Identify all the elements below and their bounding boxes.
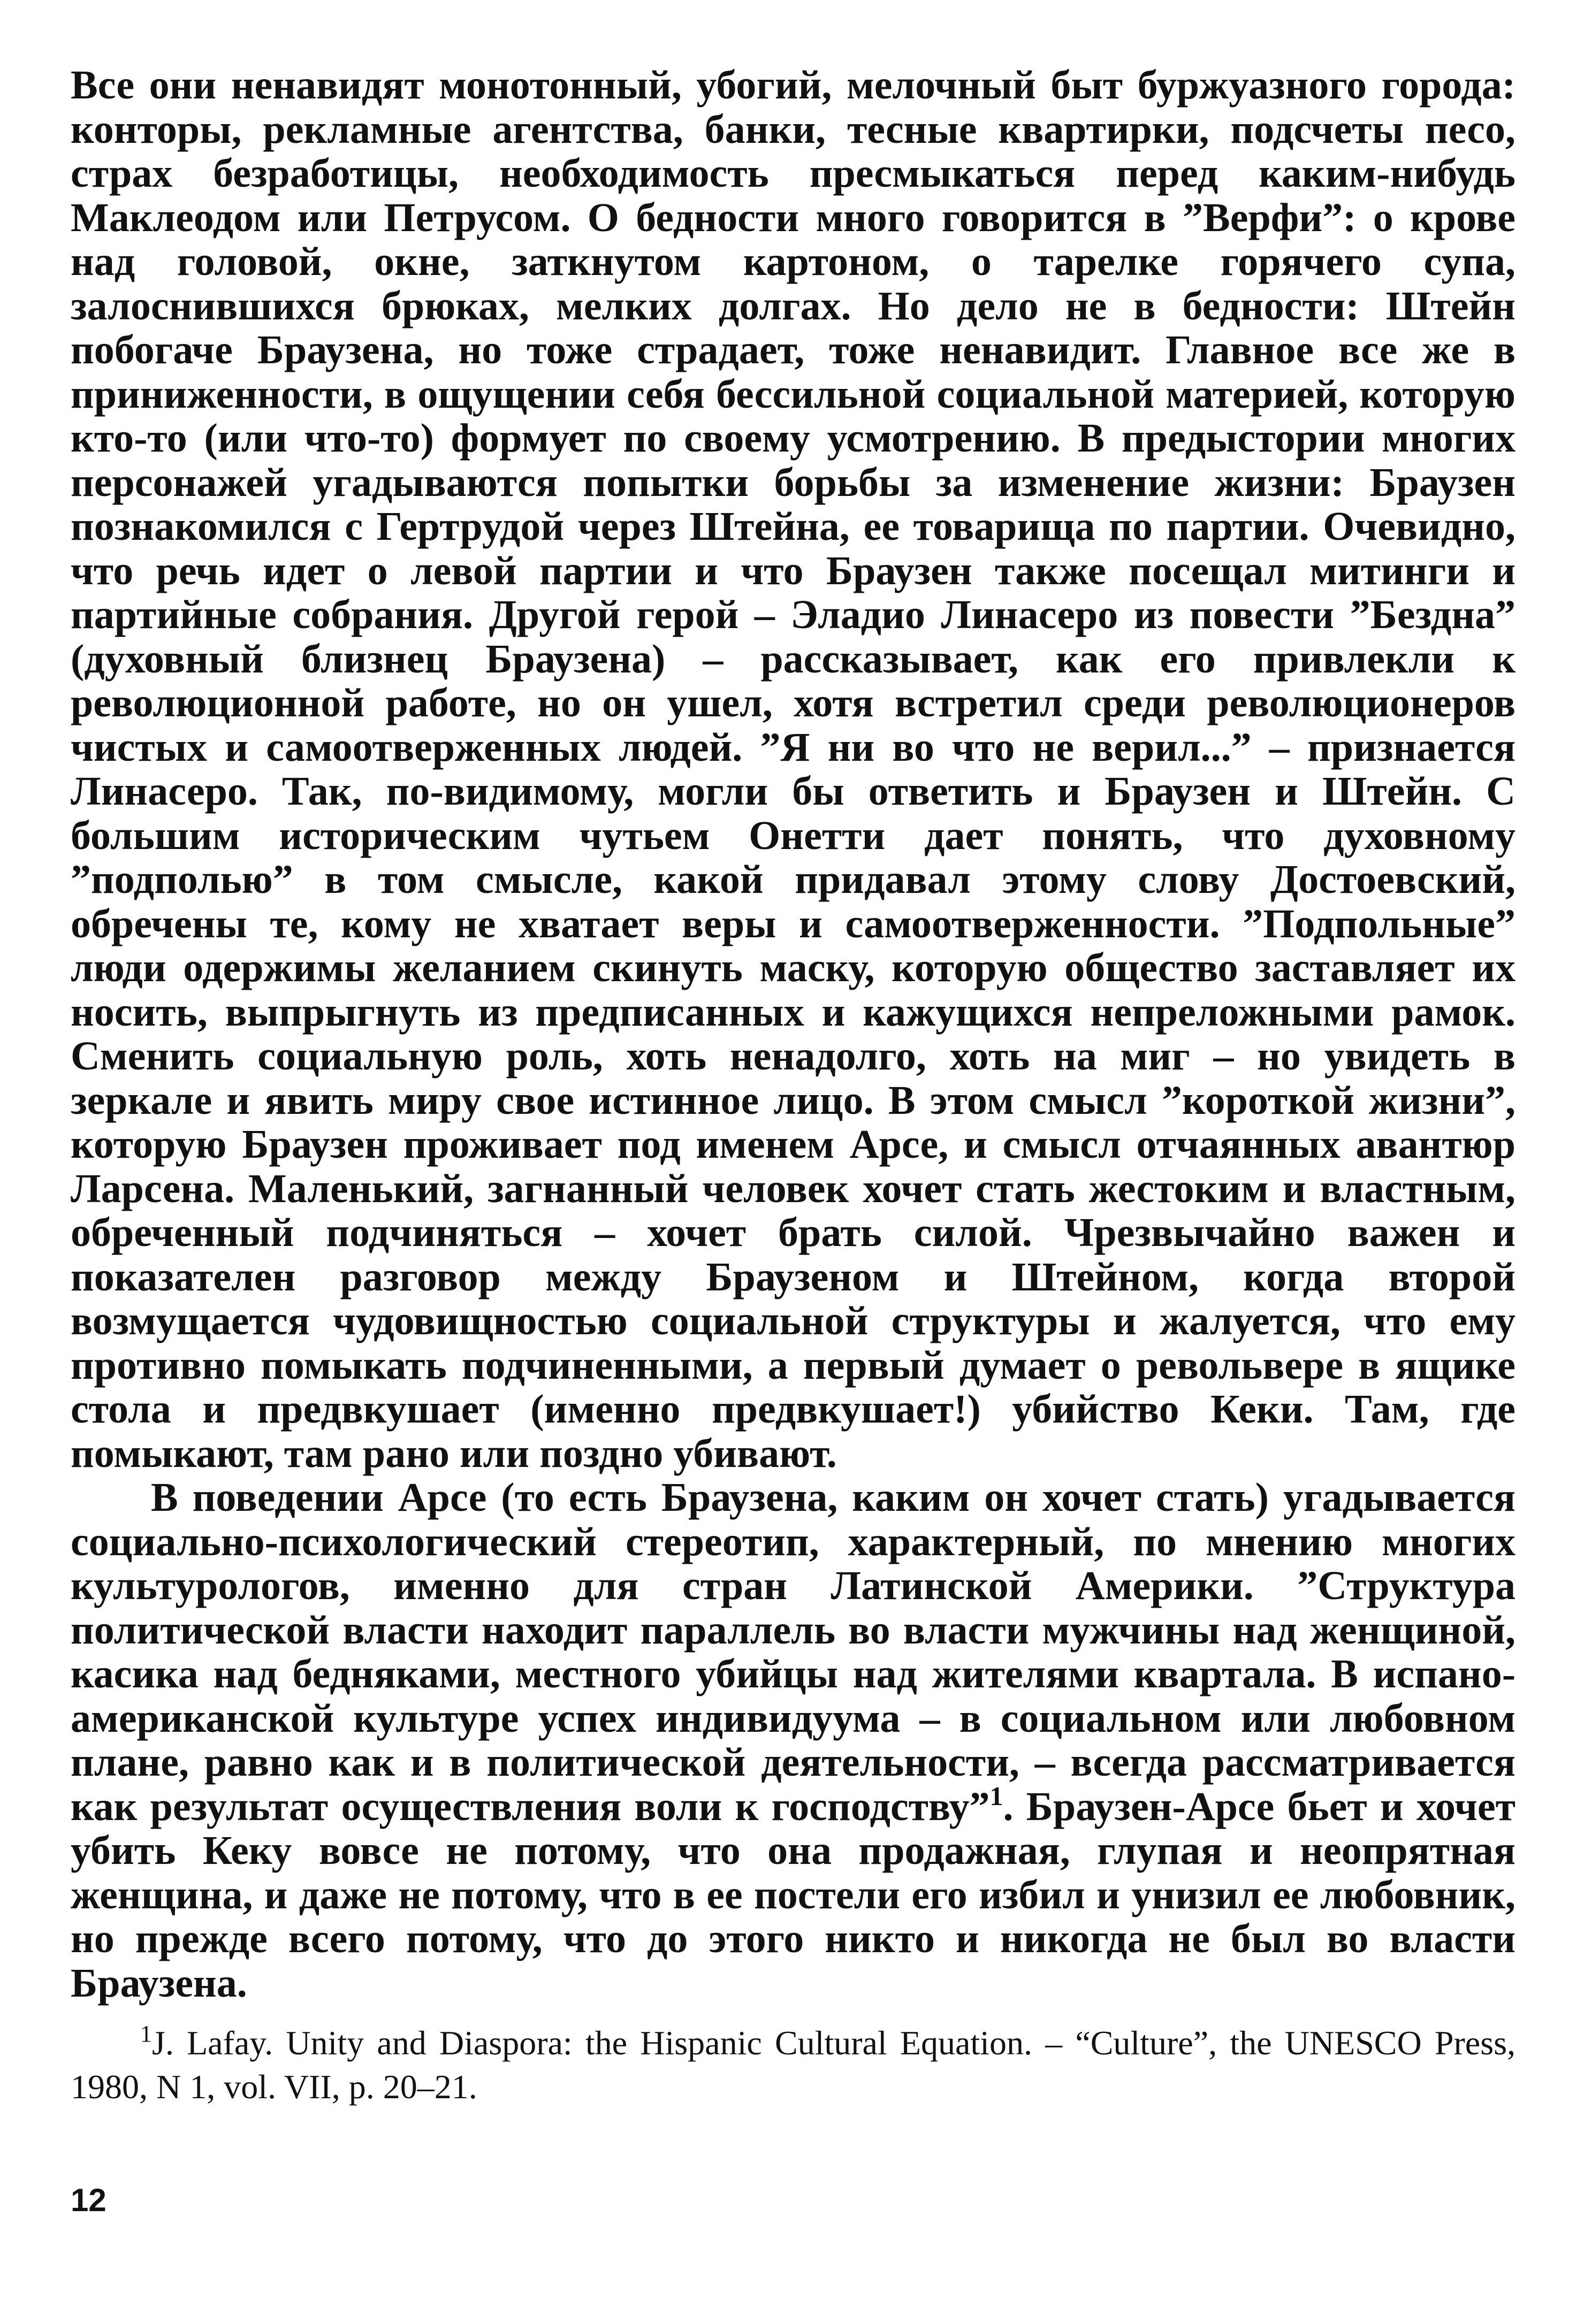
footnote-text: J. Lafay. Unity and Diaspora: the Hispanic Cultural Equation. – “Culture”, the UNESCO Press, 1980, N 1, vol. VII, p. 20–21.	[71, 2024, 1516, 2106]
paragraph-2	[71, 1476, 1516, 2005]
paragraph-2-text-end: . Браузен-Арсе бьет и хочет убить Кеку вовсе не потому, что она продажная, глупая и неопрятная женщина, и даже не потому, что в ее постели его избил и унизил ее любовник, но прежде всего потому, что до этого никто и никогда не был во власти Браузена.	[71, 1784, 1516, 2006]
footnote	[71, 2021, 1516, 2109]
page-number: 12	[71, 2182, 106, 2218]
paragraph-1: Все они ненавидят монотонный, убогий, мелочный быт буржуазного города: конторы, рекламные агентства, банки, тесные квартирки, подсчеты песо, страх безработицы, необходимость пресмыкаться перед каким-нибудь Маклеодом или Петрусом. О бедности много говорится в ”Верфи”: о крове над головой, окне, заткнутом картоном, о тарелке горячего супа, залоснившихся брюках, мелких долгах. Но дело не в бедности: Штейн побогаче Браузена, но тоже страдает, тоже ненавидит. Главное все же в приниженности, в ощущении себя бессильной социальной материей, которую кто-то (или что-то) формует по своему усмотрению. В предыстории многих персонажей угадываются попытки борьбы за изменение жизни: Браузен познакомился с Гертрудой через Штейна, ее товарища по партии. Очевидно, что речь идет о левой партии и что Браузен также посещал митинги и партийные собрания. Другой герой – Эладио Линасеро из повести ”Бездна” (духовный близнец Браузена) – рассказывает, как его привлекли к революционной работе, но он ушел, хотя встретил среди революционеров чистых и самоотверженных людей. ”Я ни во что не верил...” – признается Линасеро. Так, по-видимому, могли бы ответить и Браузен и Штейн. С большим историческим чутьем Онетти дает понять, что духовному ”подполью” в том смысле, какой придавал этому слову Достоевский, обречены те, кому не хватает веры и самоотверженности. ”Подпольные” люди одержимы желанием скинуть маску, которую общество заставляет их носить, выпрыгнуть из предписанных и кажущихся непреложными рамок. Сменить социальную роль, хоть ненадолго, хоть на миг – но увидеть в зеркале и явить миру свое истинное лицо. В этом смысл ”короткой жизни”, которую Браузен проживает под именем Арсе, и смысл отчаянных авантюр Ларсена. Маленький, загнанный человек хочет стать жестоким и властным, обреченный подчиняться – хочет брать силой. Чрезвычайно важен и показателен разговор между Браузеном и Штейном, когда второй возмущается чудовищностью социальной структуры и жалуется, что ему противно помыкать подчиненными, а первый думает о револьвере в ящике стола и предвкушает (именно предвкушает!) убийство Кеки. Там, где помыкают, там рано или поздно убивают.	[71, 63, 1516, 1476]
paragraph-2-text: В поведении Арсе (то есть Браузена, каким он хочет стать) угадывается социально-психологический стереотип, характерный, по мнению многих культурологов, именно для стран Латинской Америки. ”Структура политической власти находит параллель во власти мужчины над женщиной, касика над бедняками, местного убийцы над жителями квартала. В испано-американской культуре успех индивидуума – в социальном или любовном плане, равно как и в политической деятельности, – всегда рассматривается как результат осуществления воли к господству”	[71, 1475, 1516, 1829]
footnote-reference: 1	[989, 1780, 1003, 1811]
main-text	[71, 63, 1516, 2005]
footnote-marker: 1	[140, 2021, 152, 2047]
